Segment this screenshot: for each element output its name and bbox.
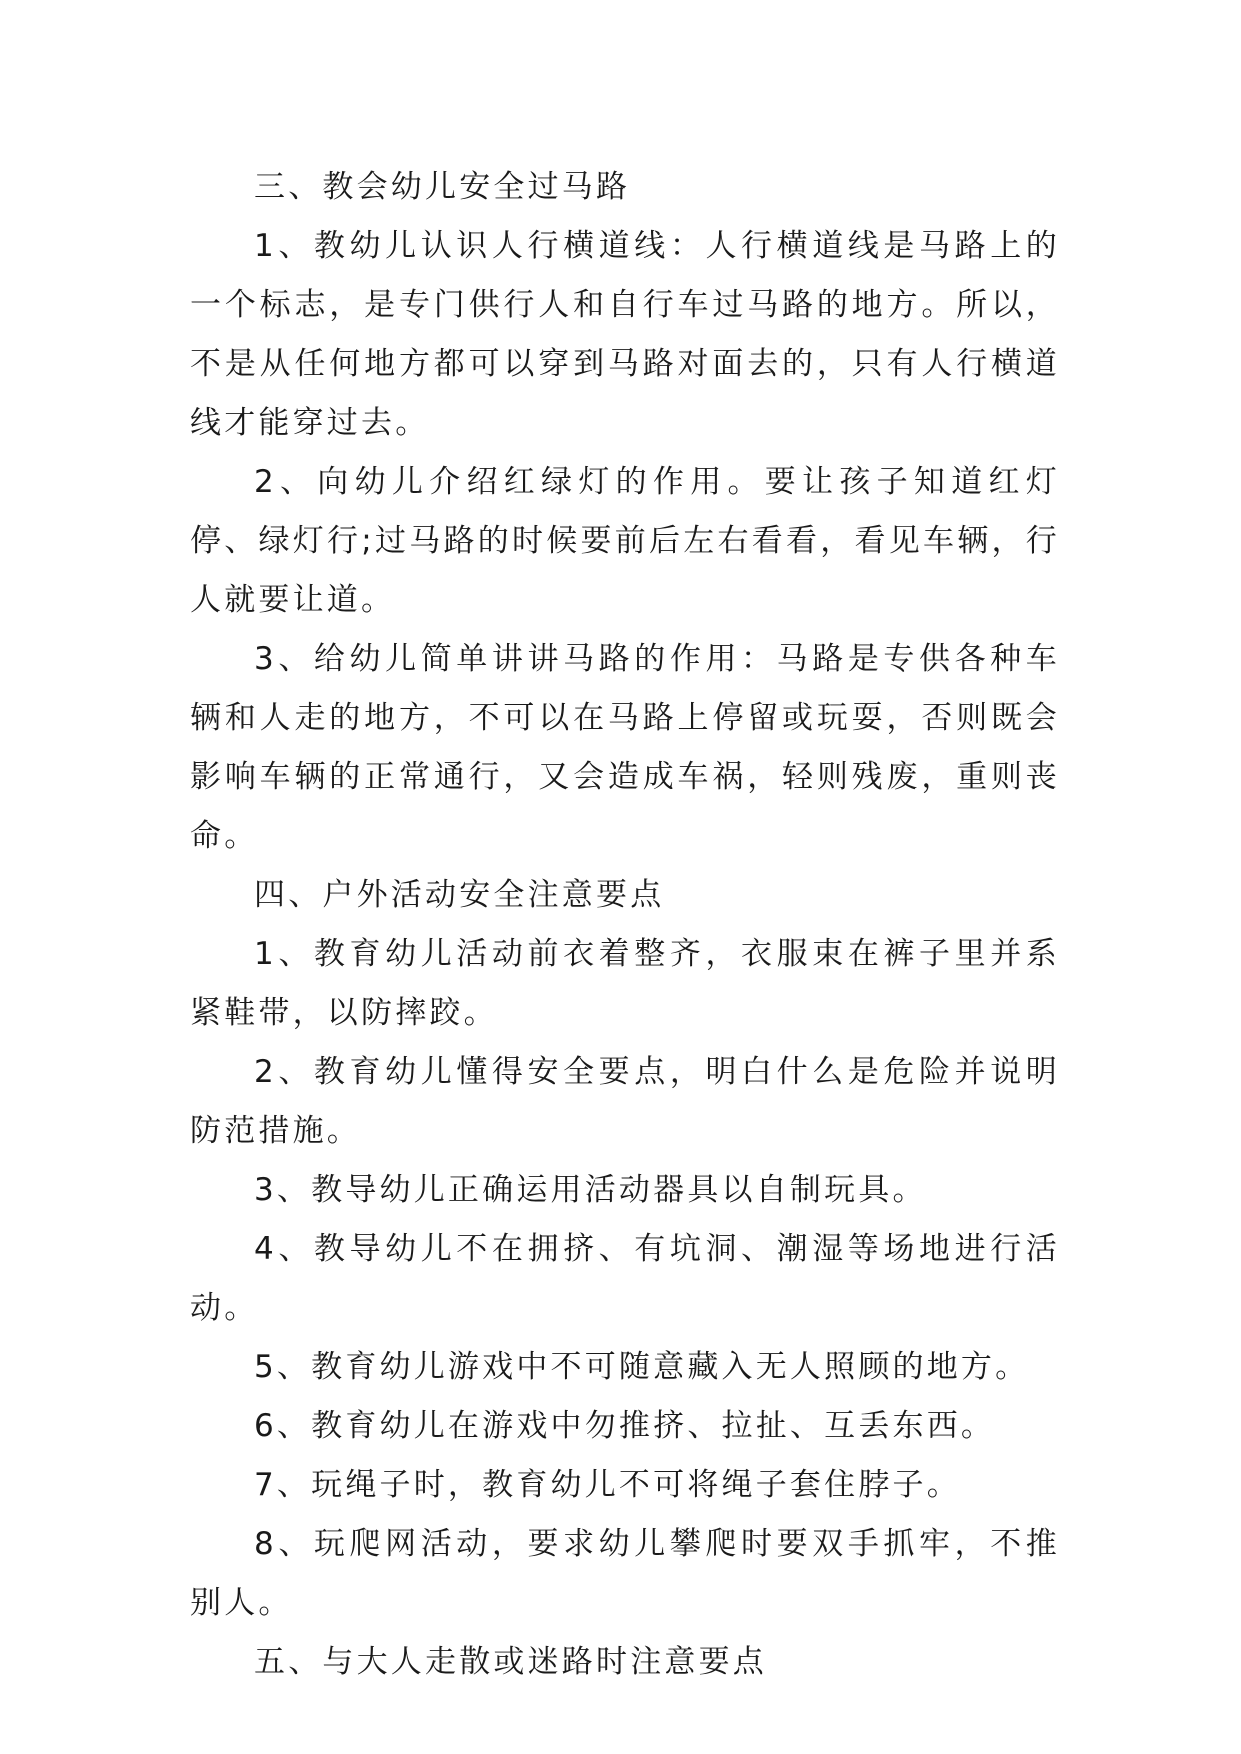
paragraph-outdoor-6: 6、教育幼儿在游戏中勿推挤、拉扯、互丢东西。 bbox=[254, 1408, 996, 1444]
paragraph-traffic-lights: 2、向幼儿介绍红绿灯的作用。要让孩子知道红灯停、绿灯行;过马路的时候要前后左右看看，看见车辆，行人就要让道。 bbox=[190, 464, 1060, 618]
paragraph-outdoor-2: 2、教育幼儿懂得安全要点，明白什么是危险并说明防范措施。 bbox=[190, 1054, 1060, 1149]
section-heading-crossing-road: 三、教会幼儿安全过马路 bbox=[254, 169, 631, 205]
paragraph-outdoor-4: 4、教导幼儿不在拥挤、有坑洞、潮湿等场地进行活动。 bbox=[190, 1231, 1060, 1326]
paragraph-outdoor-5: 5、教育幼儿游戏中不可随意藏入无人照顾的地方。 bbox=[254, 1349, 1030, 1385]
paragraph-road-purpose: 3、给幼儿简单讲讲马路的作用：马路是专供各种车辆和人走的地方，不可以在马路上停留或玩耍，否则既会影响车辆的正常通行，又会造成车祸，轻则残废，重则丧命。 bbox=[190, 641, 1060, 854]
section-heading-outdoor-safety: 四、户外活动安全注意要点 bbox=[254, 877, 665, 913]
paragraph-outdoor-3: 3、教导幼儿正确运用活动器具以自制玩具。 bbox=[254, 1172, 927, 1208]
document-body bbox=[190, 158, 1060, 1692]
paragraph-crosswalk: 1、教幼儿认识人行横道线：人行横道线是马路上的一个标志，是专门供行人和自行车过马路的地方。所以，不是从任何地方都可以穿到马路对面去的，只有人行横道线才能穿过去。 bbox=[190, 228, 1060, 441]
paragraph-outdoor-1: 1、教育幼儿活动前衣着整齐，衣服束在裤子里并系紧鞋带，以防摔跤。 bbox=[190, 936, 1060, 1031]
paragraph-outdoor-8: 8、玩爬网活动，要求幼儿攀爬时要双手抓牢，不推别人。 bbox=[190, 1526, 1060, 1621]
section-heading-lost: 五、与大人走散或迷路时注意要点 bbox=[254, 1644, 767, 1680]
paragraph-outdoor-7: 7、玩绳子时，教育幼儿不可将绳子套住脖子。 bbox=[254, 1467, 961, 1503]
